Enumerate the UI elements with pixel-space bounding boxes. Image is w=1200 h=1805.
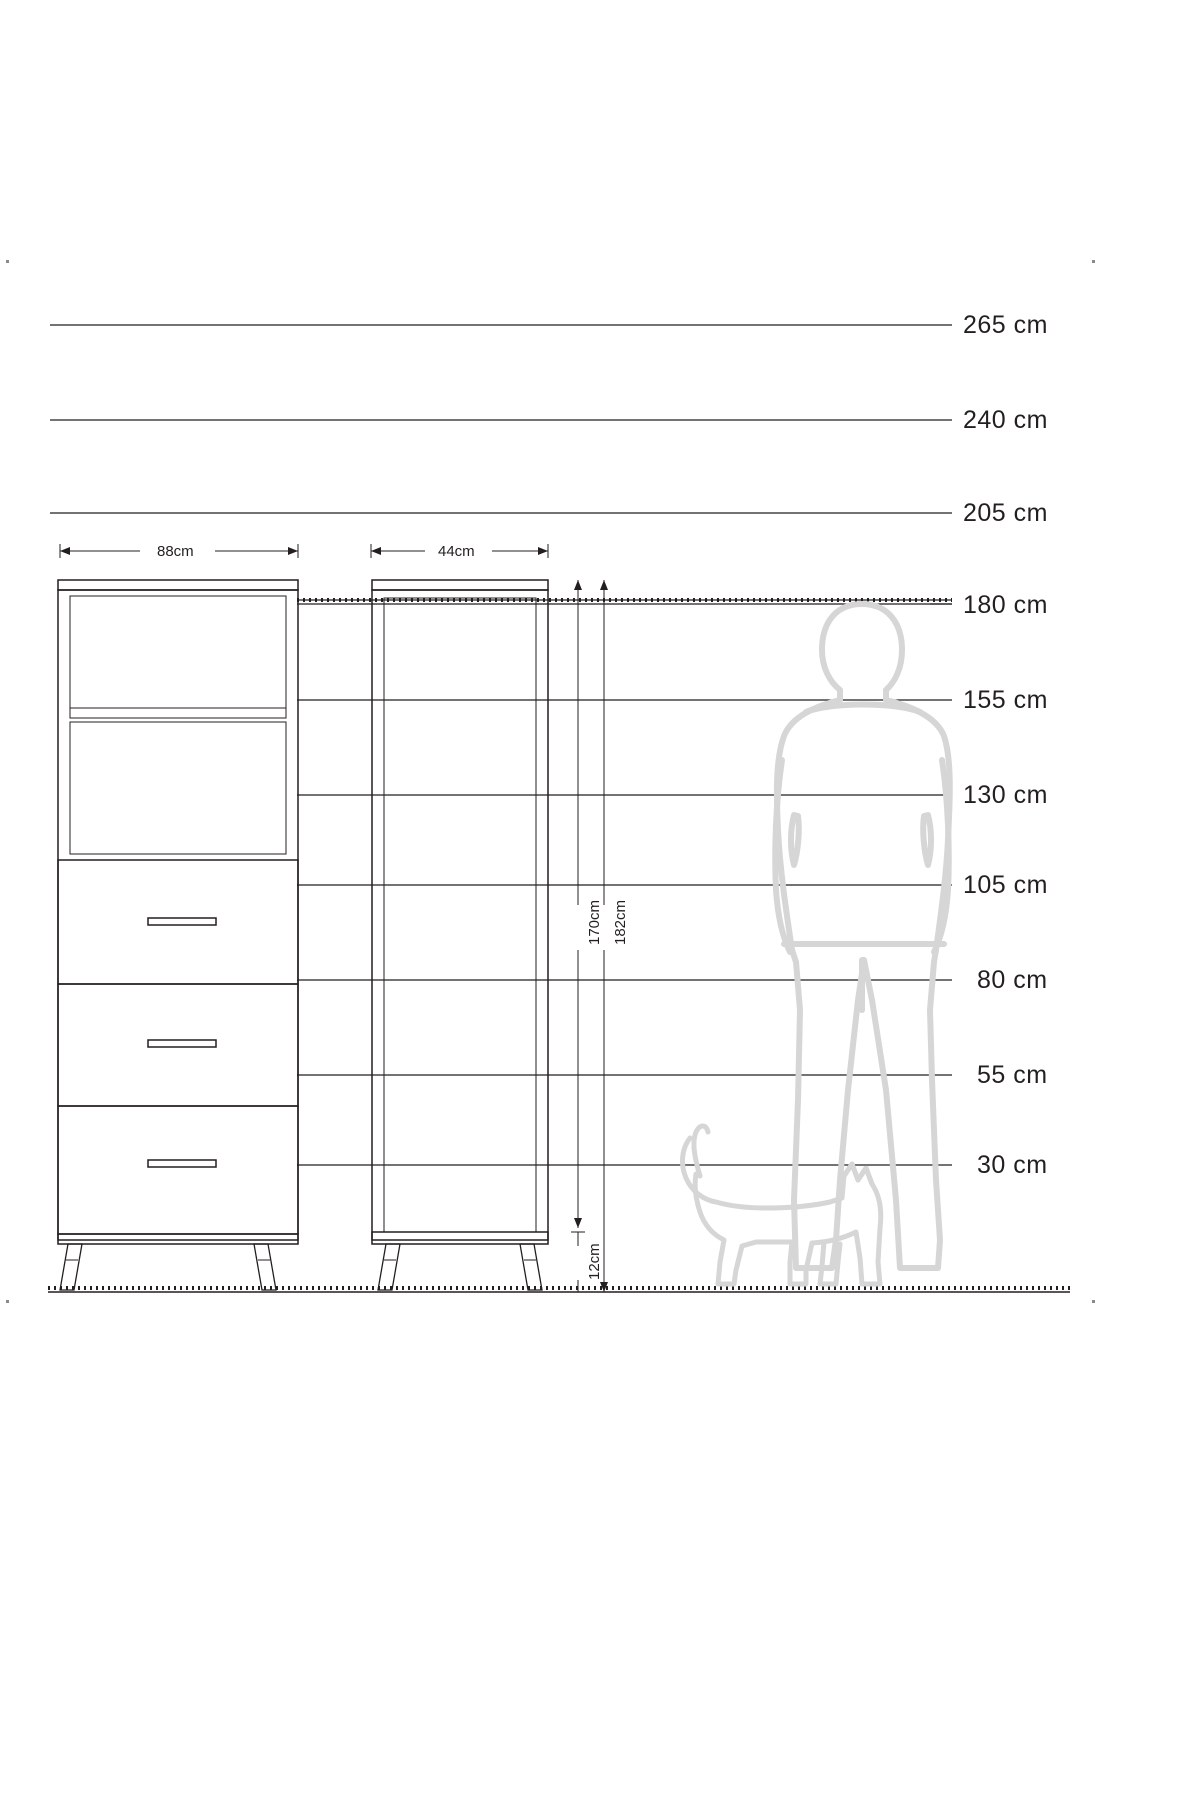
width-label-44: 44cm	[438, 543, 475, 560]
scale-label-130: 130 cm	[963, 781, 1048, 809]
scale-label-55: 55 cm	[977, 1061, 1048, 1089]
tall-cabinet-with-drawers[interactable]	[58, 580, 298, 1290]
scale-label-180: 180 cm	[963, 591, 1048, 619]
cat-silhouette	[683, 1126, 881, 1284]
scale-label-240: 240 cm	[963, 406, 1048, 434]
width-label-88: 88cm	[157, 543, 194, 560]
vertical-dimension-170	[574, 580, 582, 1228]
scale-label-30: 30 cm	[977, 1151, 1048, 1179]
scale-label-105: 105 cm	[963, 871, 1048, 899]
height-label-170: 170cm	[586, 899, 603, 945]
corner-mark-bottom-right	[1092, 1300, 1095, 1303]
corner-mark-bottom-left	[6, 1300, 9, 1303]
scale-label-155: 155 cm	[963, 686, 1048, 714]
human-silhouette	[775, 604, 950, 1268]
height-label-182: 182cm	[612, 899, 629, 945]
vertical-dimension-12	[571, 1232, 585, 1292]
height-label-12: 12cm	[586, 1243, 603, 1280]
narrow-tall-cabinet[interactable]	[372, 580, 548, 1290]
scale-label-205: 205 cm	[963, 499, 1048, 527]
ground-line	[48, 1288, 1070, 1292]
corner-mark-top-right	[1092, 260, 1095, 263]
scale-label-80: 80 cm	[977, 966, 1048, 994]
corner-mark-top-left	[6, 260, 9, 263]
scale-label-265: 265 cm	[963, 311, 1048, 339]
